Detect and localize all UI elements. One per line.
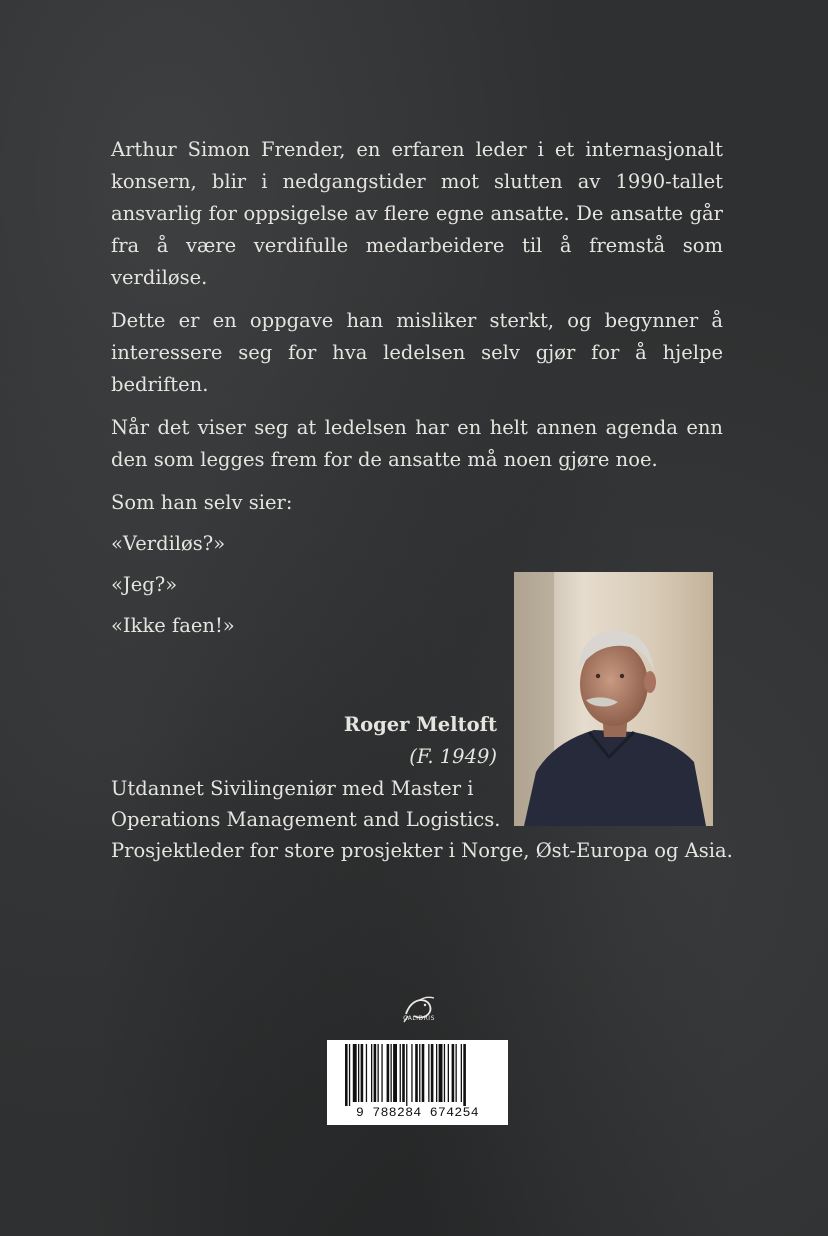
- barcode-bar: [374, 1044, 377, 1102]
- publisher-logo-icon: [396, 992, 442, 1028]
- barcode-bar: [366, 1044, 367, 1102]
- blurb-paragraph-1: Arthur Simon Frender, en erfaren leder i et internasjonalt konsern, blir i nedgangstider mot slutten av 1990-tallet ansvarlig for oppsigelse av flere egne ansatte. De ansatte går fra å være verdifulle medarbeidere til å fremstå som verdiløse.: [111, 138, 723, 289]
- author-bio-line: Utdannet Sivilingeniør med Master i: [111, 777, 474, 800]
- barcode-bar: [402, 1044, 405, 1102]
- barcode-bar: [393, 1044, 397, 1102]
- barcode-bar: [448, 1044, 449, 1102]
- barcode-bar: [419, 1044, 420, 1102]
- barcode-bar: [381, 1044, 382, 1102]
- barcode-bar: [406, 1044, 407, 1106]
- barcode-bar: [345, 1044, 348, 1106]
- barcode-bar: [431, 1044, 434, 1102]
- isbn-barcode: [327, 1040, 508, 1125]
- barcode-bar: [391, 1044, 392, 1102]
- barcode-bar: [371, 1044, 372, 1102]
- barcode-bar: [353, 1044, 357, 1102]
- barcode-bar: [439, 1044, 443, 1102]
- blurb-paragraph-4: Som han selv sier:: [111, 491, 293, 514]
- author-birth-year: (F. 1949): [409, 745, 497, 768]
- publisher-name: CALIDRIS: [403, 1015, 435, 1022]
- barcode-bar: [444, 1044, 445, 1102]
- author-bio: [111, 773, 731, 866]
- barcode-bar: [400, 1044, 401, 1102]
- blurb-quote-3: «Ikke faen!»: [111, 614, 235, 637]
- blurb-quote-1: «Verdiløs?»: [111, 532, 226, 555]
- barcode-bar: [415, 1044, 418, 1102]
- barcode-bar: [349, 1044, 350, 1106]
- barcode-bar: [428, 1044, 429, 1102]
- barcode-bar: [361, 1044, 364, 1102]
- barcode-bar: [452, 1044, 455, 1102]
- barcode-bar: [422, 1044, 425, 1102]
- barcode-bar: [387, 1044, 390, 1102]
- barcode-bar: [463, 1044, 466, 1106]
- barcode-bar: [456, 1044, 457, 1102]
- barcode-bars: [327, 1040, 508, 1106]
- barcode-bar: [436, 1044, 437, 1102]
- barcode-bar: [411, 1044, 412, 1102]
- author-bio-line: Operations Management and Logistics.: [111, 808, 501, 831]
- blurb-paragraph-3: Når det viser seg at ledelsen har en helt annen agenda enn den som legges frem for de ansatte må noen gjøre noe.: [111, 416, 723, 471]
- barcode-bar: [358, 1044, 359, 1102]
- author-name: Roger Meltoft: [343, 713, 497, 736]
- isbn-digits: 9 788284 674254: [355, 1105, 480, 1120]
- barcode-bar: [378, 1044, 379, 1102]
- blurb-paragraph-2: Dette er en oppgave han misliker sterkt, og begynner å interessere seg for hva ledelsen selv gjør for å hjelpe bedriften.: [111, 309, 723, 396]
- blurb-quote-2: «Jeg?»: [111, 573, 178, 596]
- author-bio-line: Prosjektleder for store prosjekter i Norge, Øst-Europa og Asia.: [111, 839, 733, 862]
- barcode-bar: [461, 1044, 462, 1102]
